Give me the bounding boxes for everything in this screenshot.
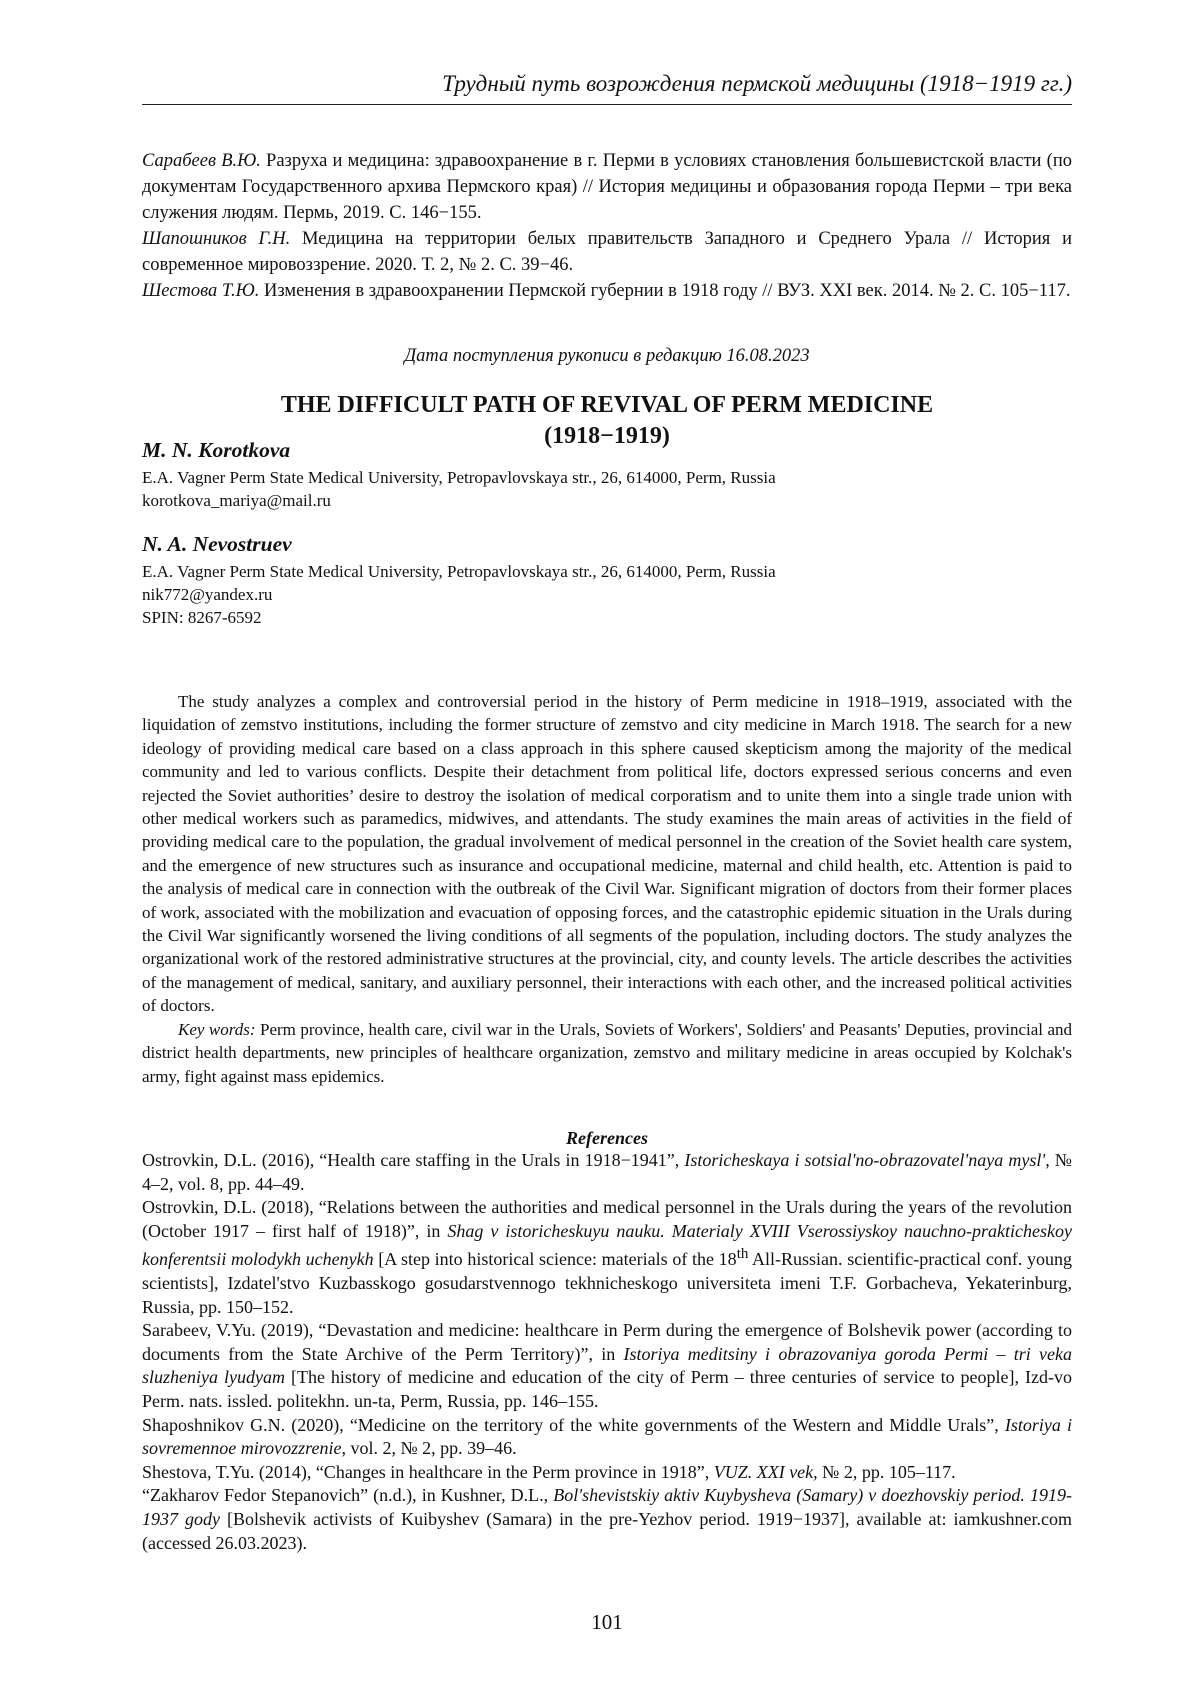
page-number: 101 (591, 1610, 623, 1634)
ru-reference-item: Сарабеев В.Ю. Разруха и медицина: здравоохранение в г. Перми в условиях становления большевистской власти (по документам Государственного архива Пермского края) // История медицины и образования города Перми – три века служения людям. Пермь, 2019. С. 146−155. (142, 151, 1072, 223)
keywords-text: Perm province, health care, civil war in the Urals, Soviets of Workers', Soldiers' and Peasants' Deputies, provincial and district health departments, new principles of healthcare organization, zemstvo and military medicine in areas occupied by Kolchak's army, fight against mass epidemics. (142, 1019, 1072, 1086)
author-info (142, 466, 1072, 512)
article-title-line2: (1918−1919) (544, 423, 670, 449)
received-date: Дата поступления рукописи в редакцию 16.08.2023 (404, 346, 810, 366)
keywords (142, 1018, 1072, 1088)
references-heading: References (566, 1128, 648, 1148)
running-head: Трудный путь возрождения пермской медицины (1918−1919 гг.) (142, 68, 1072, 105)
ru-reference-item: Шапошников Г.Н. Медицина на территории белых правительств Западного и Среднего Урала // История и современное мировоззрение. 2020. Т. 2, № 2. С. 39−46. (142, 229, 1072, 275)
abstract (142, 690, 1072, 1088)
author-email: nik772@yandex.ru (142, 585, 273, 604)
keywords-label: Key words: (178, 1019, 256, 1039)
reference-item: Sarabeev, V.Yu. (2019), “Devastation and medicine: healthcare in Perm during the emergence of Bolshevik power (according to documents from the State Archive of the Perm Territory)”, in Istoriya meditsiny i obrazovaniya goroda Permi – tri veka sluzheniya lyudyam [The history of medicine and education of the city of Perm – three centuries of service to people], Izd-vo Perm. nats. issled. politekhn. un-ta, Perm, Russia, pp. 146–155. (142, 1320, 1073, 1411)
reference-item: “Zakharov Fedor Stepanovich” (n.d.), in Kushner, D.L., Bol'shevistskiy aktiv Kuybysheva (Samary) v doezhovskiy period. 1919-1937 gody [Bolshevik activists of Kuibyshev (Samara) in the pre-Yezhov period. 1919−1937], available at: iamkushner.com (accessed 26.03.2023). (142, 1485, 1072, 1553)
russian-references (142, 148, 1072, 304)
author-affiliation: E.A. Vagner Perm State Medical University, Petropavlovskaya str., 26, 614000, Perm, Russia (142, 562, 776, 581)
reference-item: Shestova, T.Yu. (2014), “Changes in healthcare in the Perm province in 1918”, VUZ. XXI vek, № 2, pp. 105–117. (142, 1461, 956, 1482)
reference-item: Shaposhnikov G.N. (2020), “Medicine on the territory of the white governments of the Western and Middle Urals”, Istoriya i sovremennoe mirovozzrenie, vol. 2, № 2, pp. 39–46. (142, 1414, 1072, 1459)
author-spin: SPIN: 8267-6592 (142, 608, 262, 627)
article-title-line1: THE DIFFICULT PATH OF REVIVAL OF PERM MEDICINE (280, 392, 934, 418)
author-name: M. N. Korotkova (142, 438, 291, 462)
ru-reference-item: Шестова Т.Ю. Изменения в здравоохранении Пермской губернии в 1918 году // ВУЗ. XXI век. 2014. № 2. С. 105−117. (142, 281, 1071, 301)
reference-item: Ostrovkin, D.L. (2018), “Relations between the authorities and medical personnel in the Urals during the years of the revolution (October 1917 – first half of 1918)”, in Shag v istoricheskuyu nauku. Materialy XVIII Vserossiyskoy nauchno-prakticheskoy konferentsii molodykh uchenykh [A step into historical science: materials of the 18th All-Russian. scientific-practical conf. young scientists], Izdatel'stvo Kuzbasskogo gosudarstvennogo tekhnicheskogo universiteta imeni T.F. Gorbacheva, Yekaterinburg, Russia, pp. 150–152. (142, 1197, 1073, 1317)
references-list (142, 1149, 1072, 1555)
author-email: korotkova_mariya@mail.ru (142, 491, 331, 510)
author-affiliation: E.A. Vagner Perm State Medical University, Petropavlovskaya str., 26, 614000, Perm, Russia (142, 468, 776, 487)
reference-item: Ostrovkin, D.L. (2016), “Health care staffing in the Urals in 1918−1941”, Istoricheskaya i sotsial'no-obrazovatel'naya mysl', № 4–2, vol. 8, pp. 44–49. (142, 1150, 1072, 1194)
abstract-text: The study analyzes a complex and controversial period in the history of Perm medicine in 1918–1919, associated with the liquidation of zemstvo institutions, including the former structure of zemstvo and city medicine in March 1918. The search for a new ideology of providing medical care based on a class approach in this sphere caused skepticism among the majority of the medical community and led to various conflicts. Despite their detachment from political life, doctors expressed serious concerns and even rejected the Soviet authorities’ desire to destroy the isolation of medical corporatism and to unite them into a single trade union with other medical workers such as paramedics, midwives, and attendants. The study examines the main areas of activities in the field of providing medical care to the population, the gradual involvement of medical personnel in the creation of the Soviet health care system, and the emergence of new structures such as insurance and occupational medicine, maternal and child health, etc. Attention is paid to the analysis of medical care in connection with the outbreak of the Civil War. Significant migration of doctors from their former places of work, associated with the mobilization and evacuation of opposing forces, and the catastrophic epidemic situation in the Urals during the Civil War significantly worsened the living conditions of all segments of the population, including doctors. The study analyzes the organizational work of the restored administrative structures at the provincial, city, and county levels. The article describes the activities of the management of medical, sanitary, and auxiliary personnel, their interactions with each other, and the increased political activities of doctors. (142, 692, 1072, 1016)
author-info (142, 560, 1072, 629)
author-name: N. A. Nevostruev (142, 532, 292, 556)
